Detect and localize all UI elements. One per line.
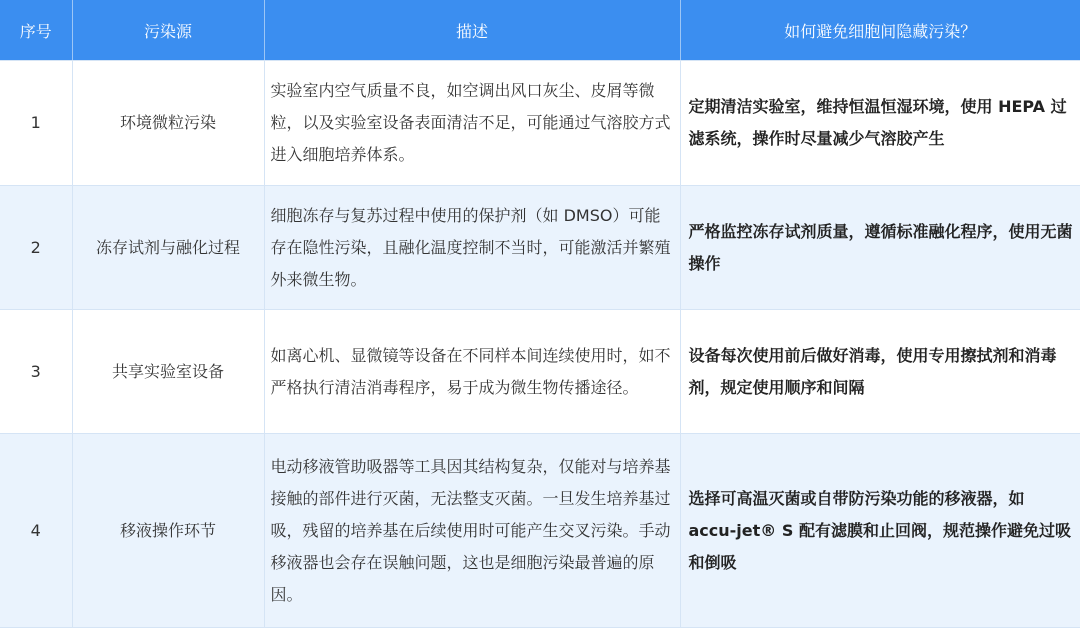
header-prevention: 如何避免细胞间隐藏污染？ [680,0,1080,61]
table-row [0,310,1080,434]
table-row [0,186,1080,310]
row-prevention: 选择可高温灭菌或自带防污染功能的移液器，如 accu-jet® S 配有滤膜和止回阀，规范操作避免过吸和倒吸 [680,434,1080,628]
row-number: 3 [0,310,72,434]
row-description: 电动移液管助吸器等工具因其结构复杂，仅能对与培养基接触的部件进行灭菌，无法整支灭菌。一旦发生培养基过吸，残留的培养基在后续使用时可能产生交叉污染。手动移液器也会存在误触问题，这也是细胞污染最普遍的原因。 [264,434,680,628]
row-number: 4 [0,434,72,628]
row-source: 环境微粒污染 [72,61,264,186]
header-row [0,0,1080,61]
row-source: 移液操作环节 [72,434,264,628]
row-description: 如离心机、显微镜等设备在不同样本间连续使用时，如不严格执行清洁消毒程序，易于成为微生物传播途径。 [264,310,680,434]
row-prevention: 设备每次使用前后做好消毒，使用专用擦拭剂和消毒剂，规定使用顺序和间隔 [680,310,1080,434]
header-number: 序号 [0,0,72,61]
row-source: 冻存试剂与融化过程 [72,186,264,310]
row-source: 共享实验室设备 [72,310,264,434]
header-source: 污染源 [72,0,264,61]
row-description: 实验室内空气质量不良，如空调出风口灰尘、皮屑等微粒，以及实验室设备表面清洁不足，可能通过气溶胶方式进入细胞培养体系。 [264,61,680,186]
table-row [0,434,1080,628]
header-description: 描述 [264,0,680,61]
row-number: 1 [0,61,72,186]
row-prevention: 严格监控冻存试剂质量，遵循标准融化程序，使用无菌操作 [680,186,1080,310]
table-row [0,61,1080,186]
row-prevention: 定期清洁实验室，维持恒温恒湿环境，使用 HEPA 过滤系统，操作时尽量减少气溶胶产生 [680,61,1080,186]
row-number: 2 [0,186,72,310]
row-description: 细胞冻存与复苏过程中使用的保护剂（如 DMSO）可能存在隐性污染，且融化温度控制不当时，可能激活并繁殖外来微生物。 [264,186,680,310]
